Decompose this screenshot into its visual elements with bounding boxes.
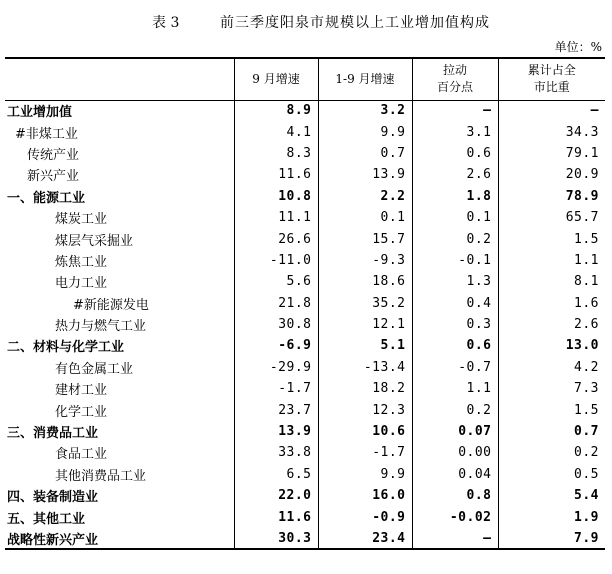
value-cell: 6.5	[234, 464, 318, 485]
value-cell: 0.1	[318, 207, 412, 228]
value-cell: -0.1	[412, 250, 498, 271]
table-body	[5, 100, 605, 549]
value-cell: 7.3	[498, 378, 605, 399]
value-cell: 18.6	[318, 271, 412, 292]
header-text: 百分点	[436, 80, 473, 95]
table-row	[5, 399, 605, 420]
value-cell: -29.9	[234, 357, 318, 378]
value-cell: 5.1	[318, 335, 412, 356]
value-cell: 30.8	[234, 314, 318, 335]
row-label: 五、其他工业	[7, 511, 86, 527]
value-cell: 1.5	[498, 399, 605, 420]
value-cell: 0.2	[412, 399, 498, 420]
value-cell: 0.04	[412, 464, 498, 485]
value-cell: 0.7	[498, 421, 605, 442]
value-cell: 2.6	[498, 314, 605, 335]
value-cell: 0.00	[412, 442, 498, 463]
value-cell: 9.9	[318, 121, 412, 142]
value-cell: 1.1	[498, 250, 605, 271]
row-label: 新兴产业	[27, 169, 80, 185]
value-cell: 2.2	[318, 186, 412, 207]
table-row	[5, 357, 605, 378]
table-row	[5, 335, 605, 356]
value-cell: 13.0	[498, 335, 605, 356]
table-title-text: 前三季度阳泉市规模以上工业增加值构成	[220, 15, 490, 31]
row-label: 四、装备制造业	[7, 490, 99, 506]
value-cell: 0.7	[318, 143, 412, 164]
value-cell: 11.6	[234, 164, 318, 185]
value-cell: 65.7	[498, 207, 605, 228]
value-cell: 12.3	[318, 399, 412, 420]
value-cell: 15.7	[318, 228, 412, 249]
header-text: 1-9 月增速	[335, 71, 395, 86]
header-text: 拉动	[442, 63, 467, 78]
value-cell: 5.4	[498, 485, 605, 506]
value-cell: 79.1	[498, 143, 605, 164]
value-cell: 0.2	[412, 228, 498, 249]
row-label: 化学工业	[55, 404, 108, 420]
header-cell-ytd-growth	[318, 58, 412, 100]
value-cell: 1.5	[498, 228, 605, 249]
value-cell: 0.3	[412, 314, 498, 335]
row-label: 煤炭工业	[55, 212, 108, 228]
table-row	[5, 506, 605, 527]
value-cell: 21.8	[234, 293, 318, 314]
value-cell: 0.5	[498, 464, 605, 485]
row-label: 其他消费品工业	[55, 468, 147, 484]
row-label: 二、材料与化学工业	[7, 340, 125, 356]
table-row	[5, 442, 605, 463]
value-cell: -1.7	[318, 442, 412, 463]
value-cell: 7.9	[498, 528, 605, 549]
table-title	[0, 8, 612, 32]
value-cell: 8.9	[234, 100, 318, 121]
value-cell: 12.1	[318, 314, 412, 335]
table-row	[5, 271, 605, 292]
row-label: #新能源发电	[73, 297, 149, 313]
table-row	[5, 250, 605, 271]
value-cell: 10.8	[234, 186, 318, 207]
row-label: 三、消费品工业	[7, 426, 99, 442]
value-cell: -11.0	[234, 250, 318, 271]
value-cell: -1.7	[234, 378, 318, 399]
value-cell: —	[412, 528, 498, 549]
value-cell: 1.1	[412, 378, 498, 399]
header-text: 9 月增速	[252, 71, 300, 86]
table-row	[5, 164, 605, 185]
header-cell-sep-growth	[234, 58, 318, 100]
value-cell: 18.2	[318, 378, 412, 399]
value-cell: 8.3	[234, 143, 318, 164]
header-row	[5, 58, 605, 100]
table-number: 表 3	[152, 15, 180, 31]
row-label: 有色金属工业	[55, 361, 134, 377]
row-label: 炼焦工业	[55, 254, 108, 270]
table-row	[5, 314, 605, 335]
value-cell: 8.1	[498, 271, 605, 292]
value-cell: 23.4	[318, 528, 412, 549]
header-cell-share	[498, 58, 605, 100]
value-cell: 78.9	[498, 186, 605, 207]
value-cell: 0.1	[412, 207, 498, 228]
value-cell: 23.7	[234, 399, 318, 420]
table-row	[5, 293, 605, 314]
row-label: 传统产业	[27, 147, 80, 163]
table-row	[5, 485, 605, 506]
value-cell: —	[498, 100, 605, 121]
table-row	[5, 378, 605, 399]
table-row	[5, 464, 605, 485]
row-label: 煤层气采掘业	[55, 233, 134, 249]
value-cell: 22.0	[234, 485, 318, 506]
table-row	[5, 528, 605, 549]
value-cell: -6.9	[234, 335, 318, 356]
value-cell: 5.6	[234, 271, 318, 292]
value-cell: 13.9	[234, 421, 318, 442]
header-text: 累计占全	[527, 63, 576, 78]
value-cell: 10.6	[318, 421, 412, 442]
value-cell: -9.3	[318, 250, 412, 271]
value-cell: -0.9	[318, 506, 412, 527]
value-cell: 33.8	[234, 442, 318, 463]
value-cell: —	[412, 100, 498, 121]
value-cell: -13.4	[318, 357, 412, 378]
value-cell: 0.6	[412, 143, 498, 164]
row-label: 一、能源工业	[7, 190, 86, 206]
row-label: 工业增加值	[7, 105, 73, 121]
row-label: 食品工业	[55, 447, 108, 463]
value-cell: 0.6	[412, 335, 498, 356]
value-cell: 3.1	[412, 121, 498, 142]
table-row	[5, 121, 605, 142]
row-label: 电力工业	[55, 276, 108, 292]
value-cell: 1.3	[412, 271, 498, 292]
row-label: 热力与燃气工业	[55, 319, 147, 335]
header-text: 市比重	[533, 80, 570, 95]
table-row	[5, 207, 605, 228]
value-cell: 1.8	[412, 186, 498, 207]
row-label: 建材工业	[55, 383, 108, 399]
value-cell: 0.8	[412, 485, 498, 506]
table-row	[5, 421, 605, 442]
table-row	[5, 143, 605, 164]
value-cell: 1.9	[498, 506, 605, 527]
value-cell: -0.02	[412, 506, 498, 527]
data-table	[5, 57, 605, 550]
table-row	[5, 228, 605, 249]
row-label: #非煤工业	[15, 126, 78, 142]
value-cell: 9.9	[318, 464, 412, 485]
value-cell: 35.2	[318, 293, 412, 314]
value-cell: 34.3	[498, 121, 605, 142]
table-row	[5, 100, 605, 121]
header-cell-contribution	[412, 58, 498, 100]
value-cell: 26.6	[234, 228, 318, 249]
value-cell: 13.9	[318, 164, 412, 185]
table-row	[5, 186, 605, 207]
value-cell: 0.2	[498, 442, 605, 463]
value-cell: 11.6	[234, 506, 318, 527]
value-cell: 16.0	[318, 485, 412, 506]
value-cell: 0.07	[412, 421, 498, 442]
value-cell: 30.3	[234, 528, 318, 549]
row-label: 战略性新兴产业	[7, 532, 99, 548]
header-cell-item	[5, 58, 234, 100]
value-cell: 3.2	[318, 100, 412, 121]
value-cell: 2.6	[412, 164, 498, 185]
value-cell: -0.7	[412, 357, 498, 378]
value-cell: 0.4	[412, 293, 498, 314]
value-cell: 4.2	[498, 357, 605, 378]
value-cell: 11.1	[234, 207, 318, 228]
value-cell: 20.9	[498, 164, 605, 185]
unit-label: 单位：%	[554, 40, 602, 54]
value-cell: 1.6	[498, 293, 605, 314]
value-cell: 4.1	[234, 121, 318, 142]
